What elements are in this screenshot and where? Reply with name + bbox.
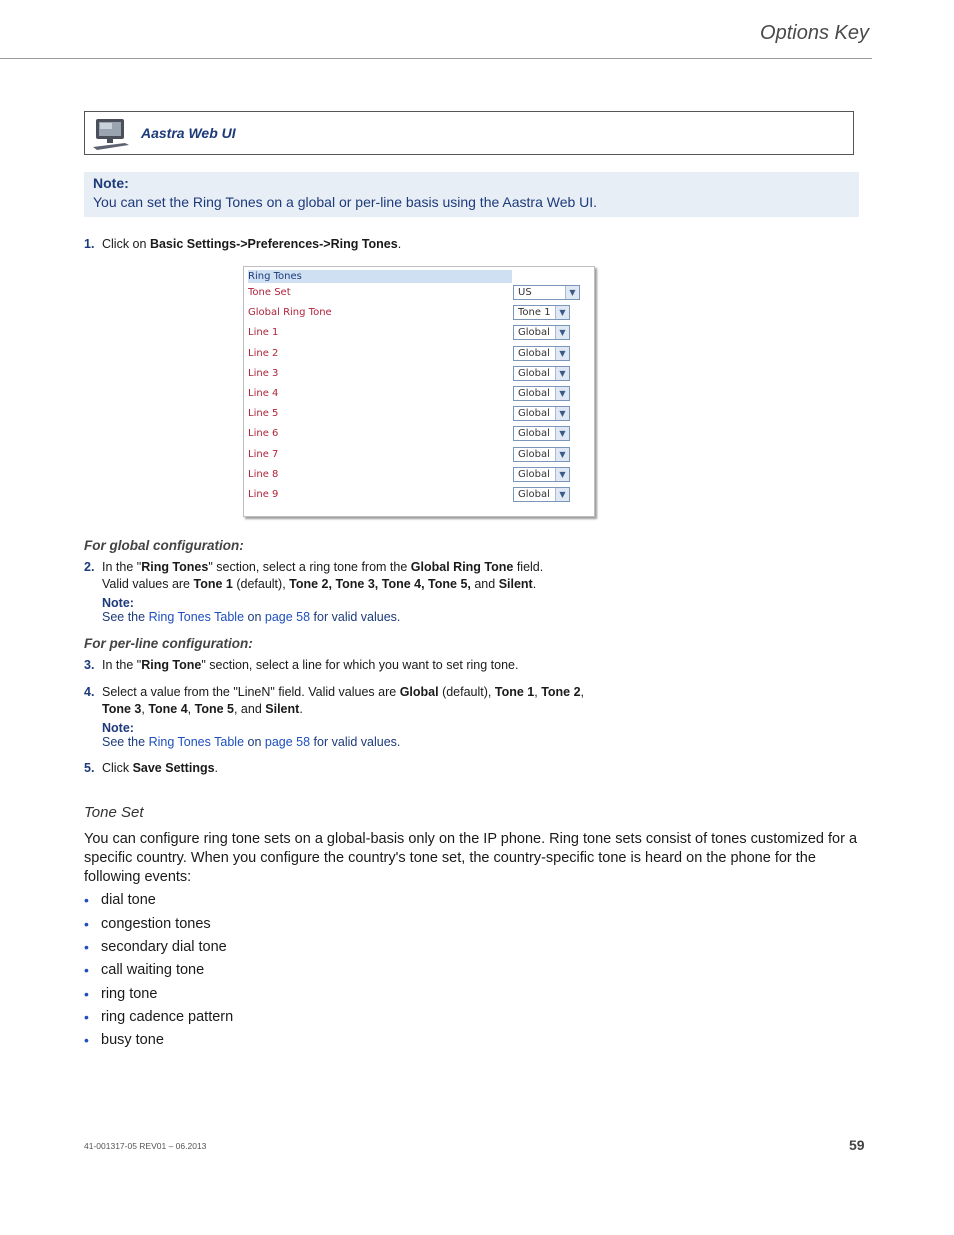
step-3-text: In the "Ring Tone" section, select a line for which you want to set ring tone.	[102, 658, 519, 672]
bullet-icon: •	[84, 1032, 89, 1048]
ring-tone-select-value: Global	[518, 367, 550, 379]
ring-tone-select-value: Global	[518, 489, 550, 500]
list-item	[84, 962, 384, 982]
bullet-icon: •	[84, 986, 89, 1002]
tone-set-paragraph: You can configure ring tone sets on a global-basis only on the IP phone. Ring tone sets consist of tones customized for a specific country. When you configure the country's tone set, the country-specific tone is heard on the phone for the following events:	[84, 831, 858, 885]
ring-tone-select[interactable]	[513, 325, 570, 340]
perline-config-note	[102, 721, 400, 749]
chevron-down-icon[interactable]: ▼	[555, 326, 569, 339]
ring-tone-row-label: Line 9	[248, 489, 279, 500]
note-body: You can set the Ring Tones on a global or per-line basis using the Aastra Web UI.	[93, 194, 598, 210]
ring-tone-select-value: Global	[518, 408, 550, 420]
ring-tone-row-label: Line 7	[248, 448, 279, 460]
ring-tone-select[interactable]	[513, 366, 570, 381]
step-2	[84, 559, 864, 593]
list-item-text: ring tone	[101, 986, 158, 1002]
ring-tones-table-link[interactable]: Ring Tones Table	[148, 735, 245, 749]
ring-tone-select[interactable]	[513, 386, 570, 401]
chevron-down-icon[interactable]: ▼	[565, 286, 579, 299]
chevron-down-icon[interactable]: ▼	[555, 367, 569, 380]
step-1	[84, 236, 864, 253]
bullet-icon: •	[84, 916, 89, 932]
ring-tone-select-value: Global	[518, 428, 550, 440]
list-item	[84, 1009, 384, 1029]
chevron-down-icon[interactable]: ▼	[555, 407, 569, 420]
step-number: 1.	[84, 237, 95, 251]
step-2-line-2: Valid values are Tone 1 (default), Tone 2, Tone 3, Tone 4, Tone 5, and Silent.	[102, 577, 537, 591]
ring-tone-row-label: Line 6	[248, 428, 279, 440]
ring-tones-table-link[interactable]: Ring Tones Table	[148, 610, 245, 624]
bullet-icon: •	[84, 962, 89, 978]
chevron-down-icon[interactable]: ▼	[555, 448, 569, 461]
note-title: Note:	[93, 175, 129, 191]
tone-set-heading: Tone Set	[84, 804, 144, 821]
ring-tone-select[interactable]	[513, 346, 570, 361]
monitor-icon	[91, 117, 131, 156]
step-5-text: Click Save Settings.	[102, 761, 219, 775]
list-item	[84, 939, 384, 959]
page-58-link[interactable]: page 58	[264, 735, 311, 749]
chevron-down-icon[interactable]: ▼	[555, 306, 569, 319]
chevron-down-icon[interactable]: ▼	[555, 387, 569, 400]
ring-tone-select-value: Global	[518, 468, 550, 480]
step-number: 5.	[84, 761, 95, 775]
chevron-down-icon[interactable]: ▼	[555, 468, 569, 481]
ring-tone-select[interactable]	[513, 467, 570, 482]
step-4	[84, 684, 864, 718]
list-item	[84, 892, 384, 912]
ring-tone-row-label: Line 8	[248, 468, 279, 480]
list-item-text: busy tone	[101, 1032, 164, 1048]
bullet-icon: •	[84, 939, 89, 955]
ring-tone-select[interactable]	[513, 305, 570, 320]
ring-tone-row-label: Line 5	[248, 408, 279, 420]
step-number: 2.	[84, 560, 95, 574]
note-body: See the Ring Tones Table on page 58 for valid values.	[102, 735, 401, 749]
ring-tone-select-value: Tone 1	[518, 307, 551, 319]
page-58-link[interactable]: page 58	[264, 610, 311, 624]
ring-tone-row-label: Line 4	[248, 388, 279, 399]
aastra-web-ui-label: Aastra Web UI	[141, 125, 236, 141]
list-item	[84, 1032, 384, 1052]
ring-tone-select-value: Global	[518, 448, 550, 460]
header-divider	[0, 58, 872, 59]
aastra-web-ui-banner	[84, 111, 854, 155]
ring-tone-select[interactable]	[513, 426, 570, 441]
list-item-text: ring cadence pattern	[101, 1009, 234, 1025]
ring-tone-select-value: US	[518, 287, 532, 298]
ring-tone-row-label: Global Ring Tone	[248, 307, 332, 319]
ring-tone-select[interactable]	[513, 487, 570, 502]
running-header-title: Options Key	[760, 22, 869, 44]
step-number: 3.	[84, 658, 95, 672]
list-item	[84, 986, 384, 1006]
bullet-icon: •	[84, 1009, 89, 1025]
step-text: Click on Basic Settings->Preferences->Ring Tones.	[102, 237, 402, 251]
step-3	[84, 657, 864, 674]
ring-tone-row-label: Line 3	[248, 367, 279, 379]
ring-tone-select-value: Global	[518, 388, 550, 399]
ring-tone-select-value: Global	[518, 347, 550, 359]
perline-config-heading: For per-line configuration:	[84, 636, 253, 651]
list-item-text: dial tone	[101, 892, 156, 908]
list-item-text: call waiting tone	[101, 962, 205, 978]
ring-tone-row-label: Line 2	[248, 347, 279, 359]
step-number: 4.	[84, 685, 95, 699]
page-number: 59	[849, 1137, 865, 1153]
global-config-note	[102, 596, 400, 624]
step-5	[84, 760, 864, 777]
note-box	[84, 172, 859, 217]
note-title: Note:	[102, 596, 134, 610]
list-item	[84, 916, 384, 936]
ring-tone-select-value: Global	[518, 327, 550, 339]
chevron-down-icon[interactable]: ▼	[555, 427, 569, 440]
chevron-down-icon[interactable]: ▼	[555, 347, 569, 360]
ring-tone-select[interactable]	[513, 406, 570, 421]
step-4-line-2: Tone 3, Tone 4, Tone 5, and Silent.	[102, 702, 303, 716]
footer-doc-id: 41-001317-05 REV01 – 06.2013	[84, 1141, 207, 1151]
ring-tones-screenshot	[243, 266, 595, 517]
chevron-down-icon[interactable]: ▼	[555, 488, 569, 501]
ring-tone-select[interactable]	[513, 447, 570, 462]
ring-tone-row-label: Line 1	[248, 327, 279, 339]
list-item-text: congestion tones	[101, 916, 211, 932]
global-config-heading: For global configuration:	[84, 538, 244, 553]
ring-tone-row-label: Tone Set	[248, 287, 291, 298]
list-item-text: secondary dial tone	[101, 939, 227, 955]
step-2-line-1: In the "Ring Tones" section, select a ring tone from the Global Ring Tone field.	[102, 560, 544, 574]
ring-tones-section-header: Ring Tones	[248, 270, 512, 283]
ring-tone-select[interactable]	[513, 285, 580, 300]
note-body: See the Ring Tones Table on page 58 for valid values.	[102, 610, 401, 624]
bullet-icon: •	[84, 892, 89, 908]
note-title: Note:	[102, 721, 134, 735]
step-4-line-1: Select a value from the "LineN" field. Valid values are Global (default), Tone 1, Tone 2,	[102, 685, 585, 699]
